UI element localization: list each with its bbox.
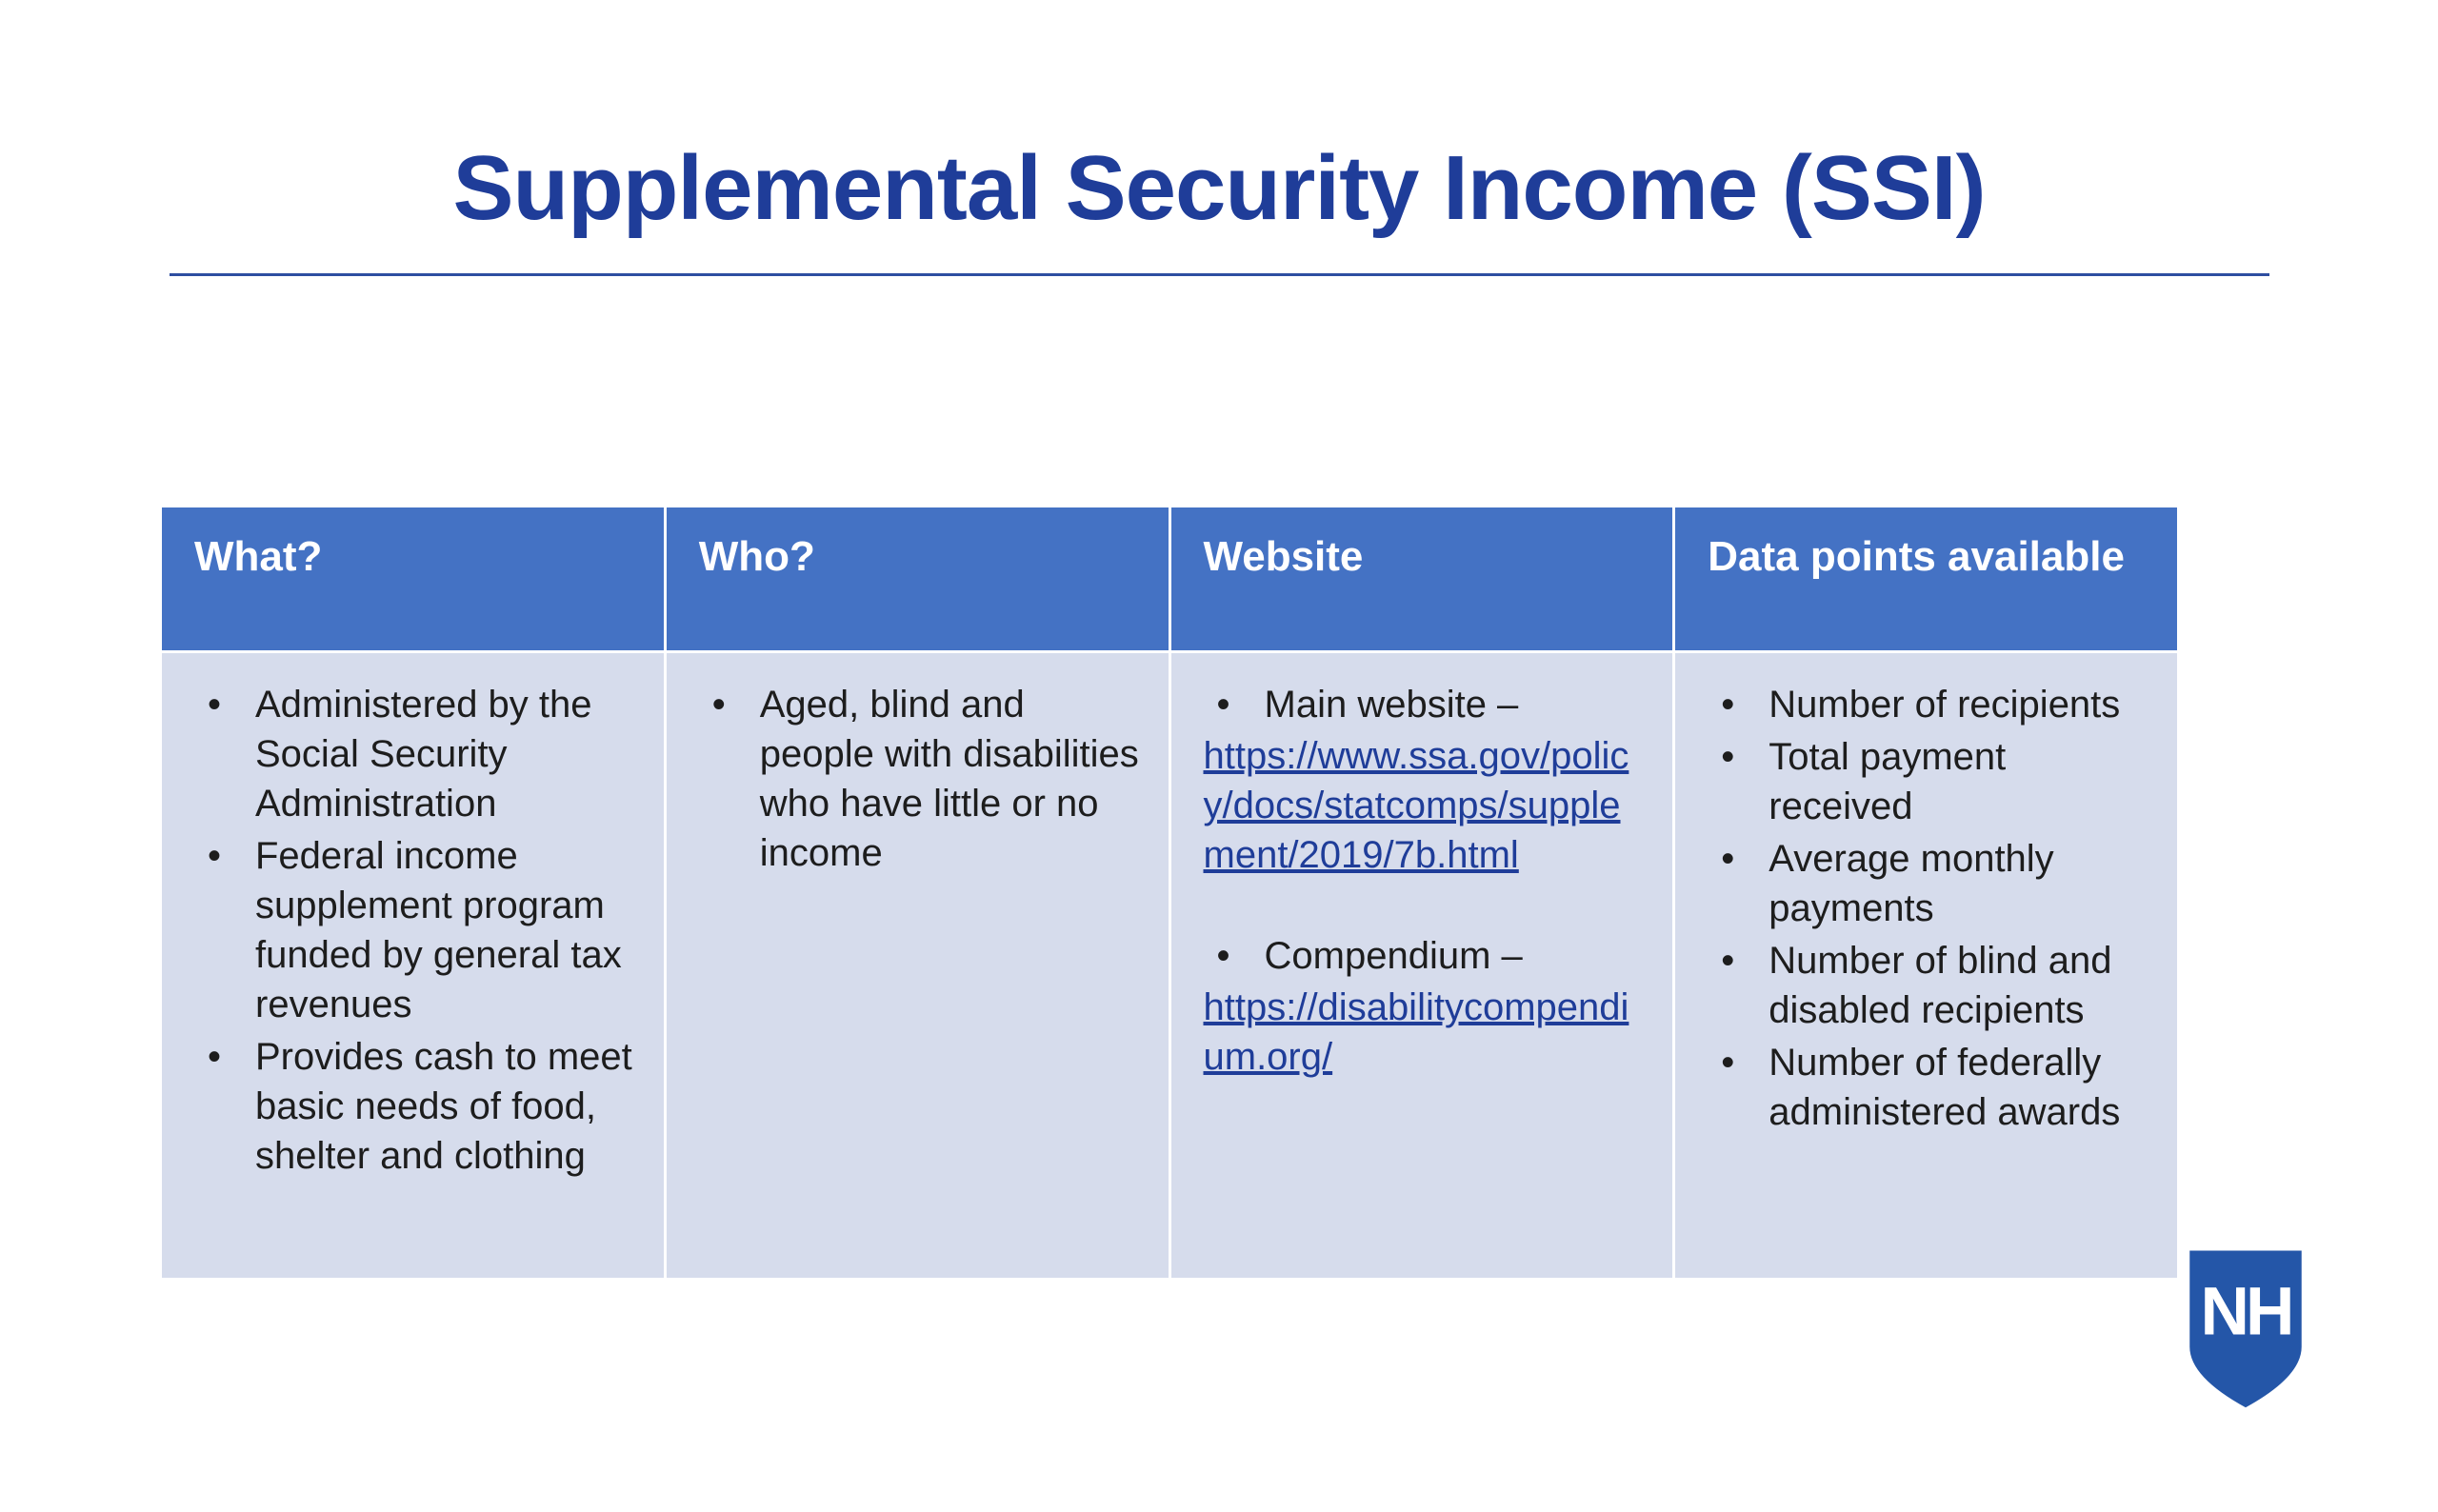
- bullet-item: • Federal income supplement program funded by general tax revenues: [194, 831, 637, 1029]
- table-header-row: [162, 507, 2177, 650]
- bullet-item: • Total payment received: [1708, 732, 2150, 831]
- header-cell-data-points: Data points available: [1675, 507, 2177, 650]
- bullet-item: • Administered by the Social Security Administration: [194, 680, 637, 828]
- bullet-item: • Number of federally administered awards: [1708, 1038, 2150, 1137]
- website-entry-label: • Main website –: [1204, 680, 1647, 729]
- who-list: [699, 680, 1142, 878]
- cell-website: [1171, 653, 1673, 1278]
- cell-who: [667, 653, 1169, 1278]
- shield-icon: [2183, 1243, 2308, 1415]
- ssi-info-table: [162, 507, 2177, 1278]
- page-title: Supplemental Security Income (SSI): [452, 137, 1986, 239]
- bullet-item: • Number of recipients: [1708, 680, 2150, 729]
- cell-data-points: [1675, 653, 2177, 1278]
- table-body-row: [162, 653, 2177, 1278]
- logo-letters: NH: [2200, 1273, 2291, 1350]
- disability-compendium-link[interactable]: https://disabilitycompendium.org/: [1203, 986, 1629, 1078]
- bullet-item: • Provides cash to meet basic needs of food, shelter and clothing: [194, 1032, 637, 1181]
- cell-what: [162, 653, 664, 1278]
- what-list: [194, 680, 637, 1181]
- data-points-list: [1708, 680, 2150, 1137]
- title-divider: [170, 273, 2269, 276]
- website-entry-label: • Compendium –: [1204, 931, 1647, 981]
- website-entry-main: [1204, 680, 1647, 880]
- header-cell-what: What?: [162, 507, 664, 650]
- bullet-item: • Number of blind and disabled recipients: [1708, 936, 2150, 1035]
- header-cell-who: Who?: [667, 507, 1169, 650]
- ssa-statcomps-link[interactable]: https://www.ssa.gov/policy/docs/statcomps/supplement/2019/7b.html: [1203, 735, 1629, 876]
- bullet-item: • Average monthly payments: [1708, 834, 2150, 933]
- bullet-item: • Aged, blind and people with disabilities who have little or no income: [699, 680, 1142, 878]
- website-entry-compendium: [1204, 931, 1647, 1082]
- header-cell-website: Website: [1171, 507, 1673, 650]
- unh-shield-logo: [2183, 1243, 2308, 1415]
